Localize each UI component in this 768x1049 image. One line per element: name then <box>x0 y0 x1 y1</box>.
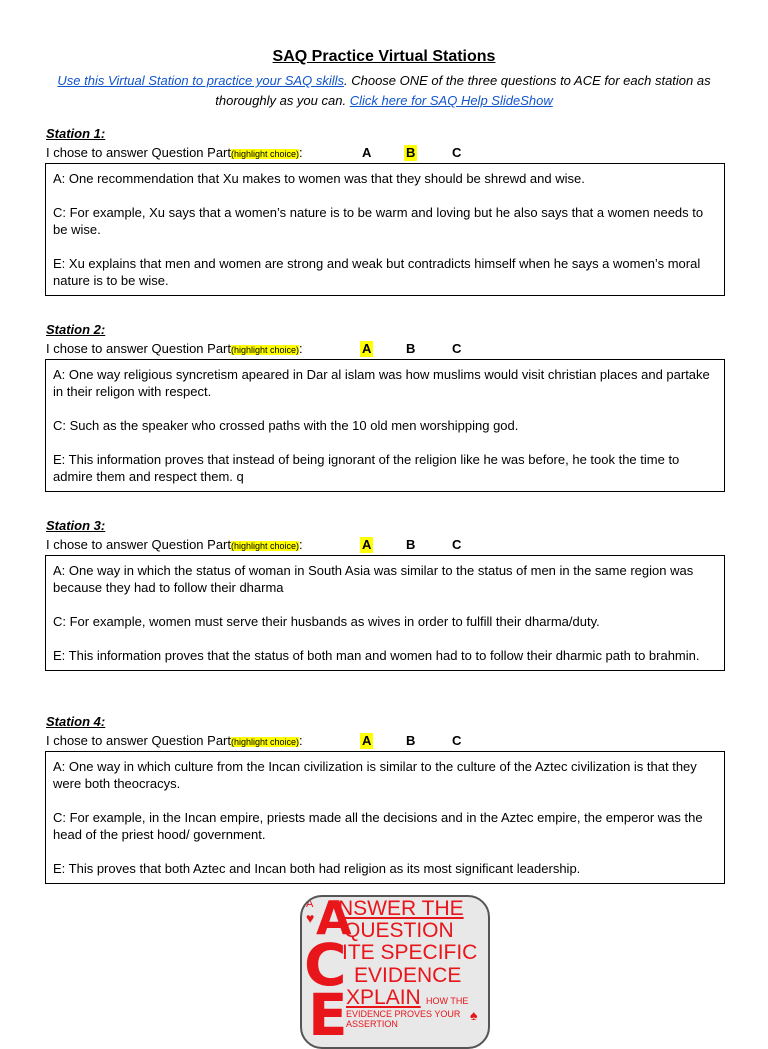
station-heading: Station 4: <box>46 714 106 729</box>
choice-prompt <box>46 145 303 160</box>
station-heading: Station 3: <box>46 518 106 533</box>
option-b[interactable]: B <box>406 733 416 748</box>
highlight-note: (highlight choice) <box>230 149 300 159</box>
intro-text <box>30 71 738 111</box>
choice-row <box>46 341 746 359</box>
highlight-note: (highlight choice) <box>230 345 300 355</box>
choice-prefix: I chose to answer Question Part <box>46 145 231 160</box>
answer-box[interactable] <box>45 751 725 884</box>
logo-line-assertion: ASSERTION <box>346 1019 398 1029</box>
choice-colon: : <box>299 145 303 160</box>
practice-link[interactable]: Use this Virtual Station to practice your SAQ skills <box>57 73 344 88</box>
option-b[interactable]: B <box>406 537 416 552</box>
logo-letter-e: E <box>308 981 348 1049</box>
ace-logo <box>300 895 490 1049</box>
answer-paragraph: E: This information proves that the status of both man and women had to to follow their dharmic path to brahmin. <box>53 648 700 663</box>
option-a[interactable]: A <box>362 537 372 552</box>
choice-prefix: I chose to answer Question Part <box>46 341 231 356</box>
highlight-note: (highlight choice) <box>230 541 300 551</box>
answer-box[interactable] <box>45 359 725 492</box>
choice-prompt <box>46 733 303 748</box>
answer-paragraph: A: One recommendation that Xu makes to women was that they should be shrewd and wise. <box>53 171 585 186</box>
logo-letter-a: A <box>316 895 352 945</box>
choice-prefix: I chose to answer Question Part <box>46 733 231 748</box>
option-c[interactable]: C <box>452 537 462 552</box>
help-slideshow-link[interactable]: Click here for SAQ Help SlideShow <box>349 93 553 108</box>
answer-paragraph: C: Such as the speaker who crossed paths with the 10 old men worshipping god. <box>53 418 519 433</box>
option-c[interactable]: C <box>452 145 462 160</box>
logo-line-proves: EVIDENCE PROVES YOUR <box>346 1009 461 1019</box>
option-b[interactable]: B <box>406 145 416 160</box>
answer-paragraph: E: This information proves that instead of being ignorant of the religion like he was before, he took the time to admire them and respect them. q <box>53 452 680 484</box>
choice-colon: : <box>299 733 303 748</box>
option-a[interactable]: A <box>362 341 372 356</box>
answer-paragraph: A: One way religious syncretism apeared in Dar al islam was how muslims would visit christian places and partake in their religon with respect. <box>53 367 710 399</box>
logo-line-cite: ITE SPECIFIC <box>342 941 478 964</box>
station-heading: Station 1: <box>46 126 106 141</box>
choice-colon: : <box>299 537 303 552</box>
station-heading: Station 2: <box>46 322 106 337</box>
logo-letter-c: C <box>304 931 347 999</box>
answer-paragraph: E: This proves that both Aztec and Incan both had religion as its most significant leadership. <box>53 861 581 876</box>
logo-line-answer: NSWER THE <box>338 897 464 920</box>
answer-paragraph: C: For example, in the Incan empire, priests made all the decisions and in the Aztec empire, the emperor was the head of the priest hood/ government. <box>53 810 703 842</box>
answer-box[interactable] <box>45 163 725 296</box>
choice-prompt <box>46 537 303 552</box>
option-a[interactable]: A <box>362 733 372 748</box>
choice-row <box>46 537 746 555</box>
choice-prefix: I chose to answer Question Part <box>46 537 231 552</box>
page-title: SAQ Practice Virtual Stations <box>272 48 496 65</box>
intro-body: . Choose ONE of the three questions to ACE for each station as thoroughly as you can. <box>215 73 711 108</box>
logo-letter-a-small: A <box>306 898 314 910</box>
answer-paragraph: C: For example, women must serve their husbands as wives in order to fulfill their dharma/duty. <box>53 614 600 629</box>
answer-paragraph: E: Xu explains that men and women are strong and weak but contradicts himself when he says a women’s moral nature is to be wise. <box>53 256 701 288</box>
answer-paragraph: A: One way in which culture from the Incan civilization is similar to the culture of the Aztec civilization is that they were both theocracys. <box>53 759 697 791</box>
answer-paragraph: A: One way in which the status of woman in South Asia was similar to the status of men in the same region was because they had to follow their dharma <box>53 563 694 595</box>
heart-suit-icon: ♥ <box>306 910 315 926</box>
option-c[interactable]: C <box>452 733 462 748</box>
logo-line-question: QUESTION <box>344 919 454 942</box>
choice-prompt <box>46 341 303 356</box>
option-b[interactable]: B <box>406 341 416 356</box>
choice-row <box>46 145 746 163</box>
choice-row <box>46 733 746 751</box>
logo-line-how-the: HOW THE <box>426 996 469 1006</box>
answer-box[interactable] <box>45 555 725 671</box>
highlight-note: (highlight choice) <box>230 737 300 747</box>
answer-paragraph: C: For example, Xu says that a women’s nature is to be warm and loving but he also says that a women needs to be wise. <box>53 205 704 237</box>
spade-suit-icon: ♠ <box>470 1007 478 1023</box>
option-c[interactable]: C <box>452 341 462 356</box>
option-a[interactable]: A <box>362 145 372 160</box>
logo-line-explain: XPLAIN <box>346 986 421 1009</box>
logo-line-evidence: EVIDENCE <box>354 964 462 987</box>
choice-colon: : <box>299 341 303 356</box>
